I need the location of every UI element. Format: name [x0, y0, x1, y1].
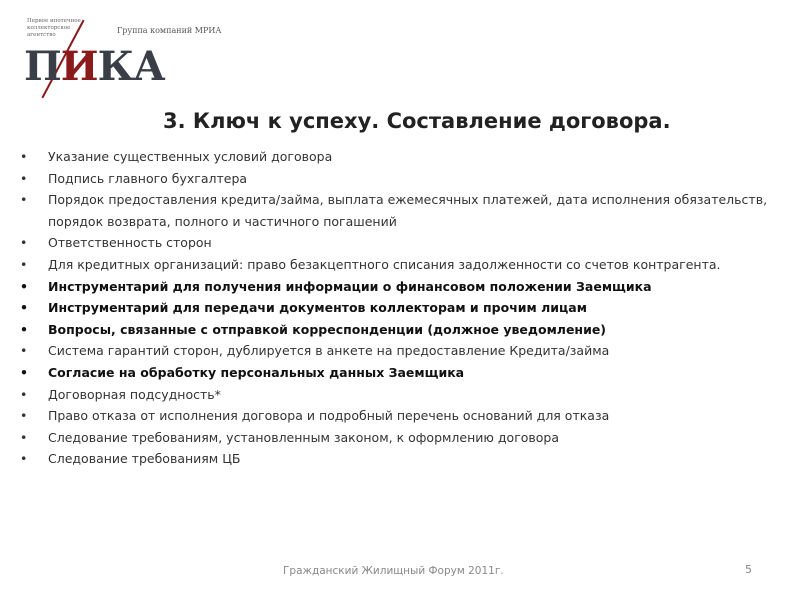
bullet: • [20, 170, 28, 186]
footer: Гражданский Жилищный Форум 2011г. [283, 565, 504, 577]
logo [24, 43, 165, 90]
bullet: • [20, 321, 28, 337]
group-label: Группа компаний МРИА [117, 26, 222, 35]
logo-part: П [24, 43, 61, 90]
list-item-text: Система гарантий сторон, дублируется в анкете на предоставление Кредита/займа [48, 343, 610, 359]
bullet: • [20, 451, 28, 467]
list-item [20, 384, 780, 406]
list-item-text: Инструментарий для получения информации о финансовом положении Заемщика [48, 278, 652, 294]
list-item [20, 362, 780, 384]
bullet: • [20, 235, 28, 251]
bullet: • [20, 300, 28, 316]
list-item-text: Порядок предоставления кредита/займа, выплата ежемесячных платежей, дата исполнения обязательств, порядок возврата, полного и частичного погашений [48, 192, 768, 229]
list-item [20, 405, 780, 427]
logo-part: КА [97, 43, 165, 90]
list-item-text: Подпись главного бухгалтера [48, 170, 248, 186]
list-item [20, 297, 780, 319]
bullet: • [20, 149, 28, 164]
list-item [20, 146, 780, 168]
list-item-text: Следование требованиям, установленным законом, к оформлению договора [48, 429, 560, 445]
list-item [20, 448, 780, 470]
list-item-text: Инструментарий для передачи документов коллекторам и прочим лицам [48, 300, 587, 316]
list-item [20, 319, 780, 341]
bullet: • [20, 429, 28, 445]
bullet: • [20, 278, 28, 294]
bullet: • [20, 256, 28, 272]
bullet: • [20, 364, 28, 380]
list-item [20, 340, 780, 362]
list-item [20, 232, 780, 254]
list-item-text: Право отказа от исполнения договора и подробный перечень оснований для отказа [48, 408, 610, 424]
list-item-text: Вопросы, связанные с отправкой корреспонденции (должное уведомление) [48, 321, 607, 337]
logo-tagline: Первое ипотечное коллекторское агентство [27, 18, 81, 38]
page-number: 5 [745, 563, 752, 576]
bullet: • [20, 343, 28, 359]
logo-part-red: И [60, 43, 98, 90]
list-item-text: Следование требованиям ЦБ [48, 451, 241, 467]
list-item [20, 189, 780, 232]
list-item-text: Согласие на обработку персональных данных Заемщика [48, 364, 465, 380]
bullet: • [20, 192, 28, 208]
list-item [20, 427, 780, 449]
list-item-text: Указание существенных условий договора [48, 149, 333, 164]
list-item [20, 254, 780, 276]
list-item [20, 276, 780, 298]
list-item-text: Для кредитных организаций: право безакцептного списания задолженности со счетов контрагента. [48, 256, 721, 272]
list-item-text: Договорная подсудность* [48, 386, 221, 402]
bullet: • [20, 386, 28, 402]
bullet: • [20, 408, 28, 424]
slide-title: 3. Ключ к успеху. Составление договора. [163, 109, 671, 133]
list-item [20, 168, 780, 190]
list-item-text: Ответственность сторон [48, 235, 212, 251]
bullet-list [20, 146, 780, 470]
